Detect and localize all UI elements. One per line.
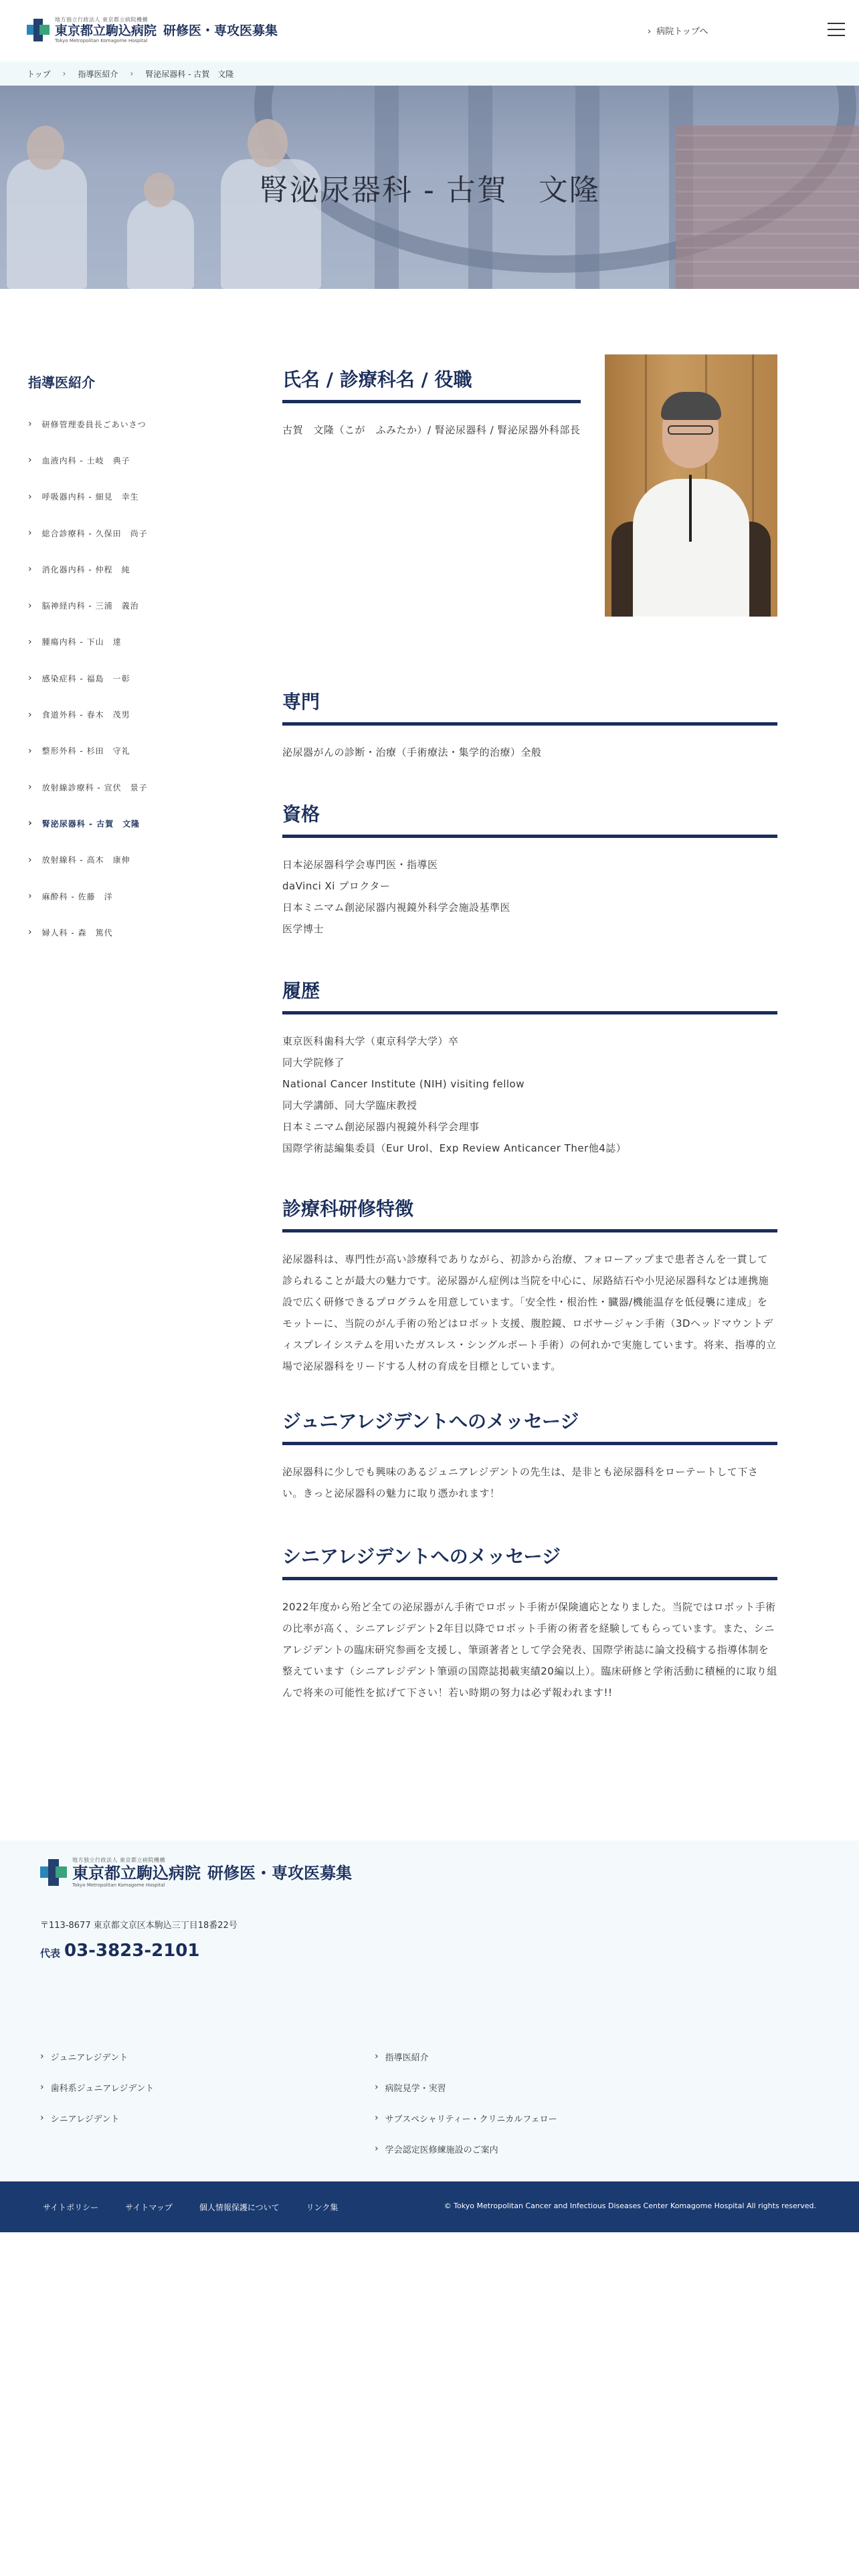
chevron-right-icon: › [28,782,33,793]
junior-message-text: 泌尿器科に少しでも興味のあるジュニアレジデントの先生は、是非とも泌尿器科をローテートして下さい。きっと泌尿器科の魅力に取り憑かれます！ [282,1466,759,1499]
chevron-right-icon: › [28,709,33,720]
site-policy-link[interactable]: サイトポリシー [43,2202,99,2212]
specialty-heading: 専門 [282,687,777,726]
chevron-right-icon: › [28,854,33,865]
history-line: 同大学院修了 [282,1057,345,1069]
qualification-line: daVinci Xi プロクター [282,880,391,892]
logo-english: Tokyo Metropolitan Komagome Hospital [55,38,148,43]
footer-links-left [40,2041,154,2133]
chevron-right-icon: › [28,600,33,611]
history-heading: 履歴 [282,976,777,1014]
footer-bottom-bar [0,2181,859,2232]
footer-link[interactable]: › 歯科系ジュニアレジデント [40,2072,154,2103]
specialty-section [282,687,777,763]
sidebar-item[interactable] [28,624,222,660]
qualifications-heading: 資格 [282,800,777,838]
qualification-line: 日本ミニマム創泌尿器内視鏡外科学会施設基準医 [282,901,511,914]
copyright: © Tokyo Metropolitan Cancer and Infectious Diseases Center Komagome Hospital All rights reserved. [444,2202,816,2210]
sidebar-item-label: 総合診療科 - 久保田 尚子 [41,528,148,538]
links-link[interactable]: リンク集 [306,2202,339,2212]
sidebar-item-label: 感染症科 - 福島 一彰 [41,673,130,683]
chevron-right-icon: › [28,636,33,647]
sidebar-item-label: 麻酔科 - 佐藤 洋 [41,891,113,901]
chevron-right-icon: › [28,927,33,938]
chevron-right-icon: › [28,491,33,502]
footer-link[interactable]: › ジュニアレジデント [40,2041,154,2072]
footer-link[interactable]: › 学会認定医修練施設のご案内 [375,2133,557,2164]
sidebar-item[interactable] [28,551,222,587]
chevron-right-icon: › [62,69,66,78]
chevron-right-icon: › [28,564,33,575]
footer-logo-english: Tokyo Metropolitan Komagome Hospital [72,1883,165,1888]
footer-link[interactable]: › シニアレジデント [40,2103,154,2133]
footer-links-right [375,2041,557,2164]
profile-heading: 氏名 / 診療科名 / 役職 [282,365,581,403]
sidebar-item-label: 研修管理委員長ごあいさつ [41,419,147,429]
privacy-link[interactable]: 個人情報保護について [199,2202,280,2212]
features-section [282,1194,777,1377]
profile-text: 古賀 文隆（こが ふみたか）/ 腎泌尿器科 / 腎泌尿器外科部長 [282,424,581,436]
hospital-logo-icon [27,19,50,41]
hero-banner [0,86,859,289]
breadcrumb-mentors[interactable]: 指導医紹介 [78,69,118,79]
history-line: 東京医科歯科大学（東京科学大学）卒 [282,1035,459,1047]
sidebar-item[interactable] [28,660,222,696]
features-heading: 診療科研修特徴 [282,1194,777,1232]
footer-link[interactable]: › サブスペシャリティー・クリニカルフェロー [375,2103,557,2133]
chevron-right-icon: › [28,673,33,684]
senior-message-heading: シニアレジデントへのメッセージ [282,1542,777,1580]
sidebar-item-label: 消化器内科 - 仲程 純 [41,564,130,574]
site-logo[interactable] [27,16,278,43]
senior-message-section [282,1542,777,1703]
breadcrumb-top[interactable]: トップ [27,69,51,79]
chevron-right-icon: › [28,455,33,466]
sidebar-item-label: 食道外科 - 春木 茂男 [41,710,130,720]
history-line: 同大学講師、同大学臨床教授 [282,1099,417,1111]
footer-logo-hospital-name: 東京都立駒込病院 [72,1864,201,1883]
sidebar-item[interactable] [28,733,222,769]
logo-hospital-name: 東京都立駒込病院 [55,23,157,38]
senior-message-text: 2022年度から殆ど全ての泌尿器がん手術でロボット手術が保険適応となりました。当院ではロボット手術の比率が高く、シニアレジデント2年目以降でロボット手術の術者を経験してもらっています。また、シニアレジデントの臨床研究参画を支援し、筆頭著者として学会発表、国際学術誌に論文投稿する指導体制を整えています（シニアレジデント筆頭の国際誌掲載実績20編以上）。臨床研修と学術活動に積極的に取り組んで将来の可能性を拡げて下さい！若い時期の努力は必ず報われます!! [282,1601,777,1699]
sidebar-item[interactable] [28,587,222,623]
chevron-right-icon: › [28,419,33,430]
sidebar-item-label: 整形外科 - 杉田 守礼 [41,746,130,756]
breadcrumb-current: 腎泌尿器科 - 古賀 文隆 [145,69,234,79]
junior-message-section [282,1407,777,1504]
sidebar-item[interactable] [28,769,222,805]
logo-division: 研修医・専攻医募集 [163,23,278,38]
sitemap-link[interactable]: サイトマップ [125,2202,173,2212]
hospital-logo-icon [40,1859,67,1886]
footer-logo-title [72,1864,352,1883]
site-header [0,0,859,62]
sidebar-item[interactable] [28,515,222,551]
sidebar-item[interactable] [28,696,222,732]
history-line: 国際学術誌編集委員（Eur Urol、Exp Review Anticancer Ther他4誌） [282,1142,627,1154]
footer-link[interactable]: › 病院見学・実習 [375,2072,557,2103]
footer-logo[interactable] [40,1856,352,1888]
features-text: 泌尿器科は、専門性が高い診療科でありながら、初診から治療、フォローアップまで患者さんを一貫して診られることが最大の魅力です。泌尿器がん症例は当院を中心に、尿路結石や小児泌尿器科などは連携施設で広く研修できるプログラムを用意しています。「安全性・根治性・臓器/機能温存を低侵襲に達成」をモットーに、当院のがん手術の殆どはロボット支援、腹腔鏡、ロボサージャン手術（3Dヘッドマウントディスプレイシステムを用いたガスレス・シングルポート手術）の何れかで実施しています。将来、指導的立場で泌尿器科をリードする人材の育成を目標としています。 [282,1253,777,1372]
sidebar-item-label: 腫瘍内科 - 下山 達 [41,637,122,647]
doctor-photo [605,354,777,617]
logo-title [55,23,278,38]
sidebar-item-label: 婦人科 - 森 篤代 [41,928,113,938]
menu-icon[interactable] [828,23,845,36]
sidebar-item-label: 腎泌尿器科 - 古賀 文隆 [41,819,140,829]
sidebar-item-label: 呼吸器内科 - 細見 幸生 [41,492,139,502]
footer-logo-subtitle: 地方独立行政法人 東京都立病院機構 [72,1857,166,1863]
chevron-right-icon: › [28,528,33,539]
sidebar-item[interactable] [28,842,222,878]
footer-link[interactable]: › 指導医紹介 [375,2041,557,2072]
footer-logo-division: 研修医・専攻医募集 [207,1864,352,1883]
chevron-right-icon: › [130,69,134,78]
history-section [282,976,777,1159]
chevron-right-icon: › [28,745,33,756]
hospital-top-link[interactable]: › 病院トップへ [648,24,708,37]
sidebar-nav [28,372,222,950]
sidebar-item-current[interactable] [28,805,222,841]
chevron-right-icon: › [28,818,33,829]
logo-subtitle: 地方独立行政法人 東京都立病院機構 [55,17,149,23]
breadcrumb [0,62,859,86]
page-title: 腎泌尿器科 - 古賀 文隆 [259,173,600,207]
chevron-right-icon: › [28,891,33,901]
site-footer [0,1840,859,2181]
profile-section [282,354,777,622]
sidebar-title: 指導医紹介 [28,374,95,391]
footer-address: 〒113-8677 東京都文京区本駒込三丁目18番22号 [40,1921,237,1931]
qualifications-section [282,800,777,940]
qualification-line: 日本泌尿器科学会専門医・指導医 [282,859,438,871]
sidebar-item[interactable] [28,442,222,478]
qualification-line: 医学博士 [282,923,324,935]
sidebar-item-label: 放射線科 - 高木 康伸 [41,855,130,865]
footer-tel[interactable]: 03-3823-2101 [64,1941,200,1961]
sidebar-item[interactable] [28,878,222,914]
sidebar-item[interactable] [28,406,222,442]
history-line: 日本ミニマム創泌尿器内視鏡外科学会理事 [282,1121,480,1133]
junior-message-heading: ジュニアレジデントへのメッセージ [282,1407,777,1445]
sidebar-item-label: 血液内科 - 土岐 典子 [41,455,130,465]
sidebar-item-label: 脳神経内科 - 三浦 義治 [41,601,139,611]
sidebar-item[interactable] [28,914,222,950]
specialty-text: 泌尿器がんの診断・治療（手術療法・集学的治療）全般 [282,746,542,758]
footer-tel-label: 代表 [40,1947,61,1959]
history-line: National Cancer Institute (NIH) visiting fellow [282,1078,524,1090]
sidebar-item[interactable] [28,479,222,515]
sidebar-item-label: 放射線診療科 - 宣伏 景子 [41,782,148,792]
